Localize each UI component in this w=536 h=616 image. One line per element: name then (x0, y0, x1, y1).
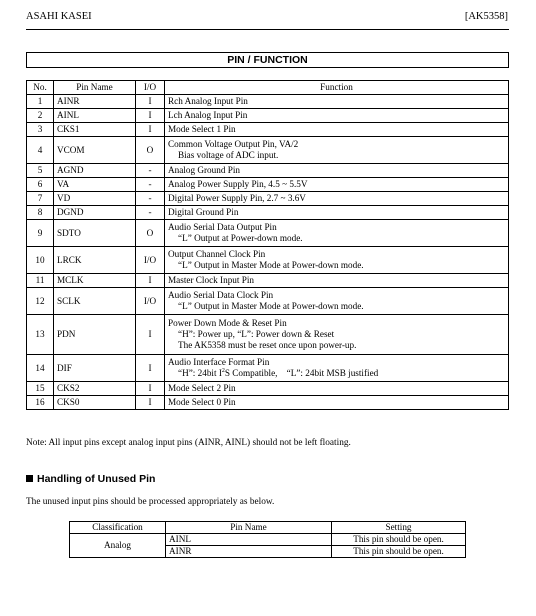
unused-pin-table (69, 521, 466, 558)
square-bullet-icon (26, 475, 33, 482)
pin-io: O (136, 220, 165, 247)
col-header-function: Function (165, 81, 509, 95)
table-row (27, 288, 509, 315)
table-row (70, 534, 466, 546)
pin-io: O (136, 137, 165, 164)
function-line: Output Channel Clock Pin (168, 249, 266, 259)
unused-pin-name: AINL (166, 534, 332, 546)
function-line: Audio Serial Data Output Pin (168, 222, 277, 232)
pin-function: Mode Select 0 Pin (165, 396, 509, 410)
unused-pin-heading (26, 473, 155, 485)
pin-name: LRCK (54, 247, 136, 274)
pin-io: I (136, 315, 165, 355)
pin-name: AGND (54, 164, 136, 178)
col-header-pin-name: Pin Name (54, 81, 136, 95)
unused-pin-heading-text: Handling of Unused Pin (37, 473, 156, 485)
pin-function: Analog Power Supply Pin, 4.5 ~ 5.5V (165, 178, 509, 192)
dif-line-superscript: 2 (221, 367, 225, 374)
function-line: The AK5358 must be reset once upon power-up. (178, 340, 357, 350)
function-line: Audio Interface Format Pin (168, 357, 270, 367)
pin-function (165, 247, 509, 274)
pin-name: VA (54, 178, 136, 192)
function-line (168, 368, 505, 379)
col-header-io: I/O (136, 81, 165, 95)
table-row (27, 164, 509, 178)
pin-io: I (136, 274, 165, 288)
pin-function: Master Clock Input Pin (165, 274, 509, 288)
table-row (27, 137, 509, 164)
pin-name: DGND (54, 206, 136, 220)
col-header-classification: Classification (70, 522, 166, 534)
table-row (27, 315, 509, 355)
pin-name: CKS1 (54, 123, 136, 137)
pin-function: Mode Select 2 Pin (165, 382, 509, 396)
pin-no: 1 (27, 95, 54, 109)
col-header-no: No. (27, 81, 54, 95)
pin-function (165, 315, 509, 355)
pin-function: Digital Ground Pin (165, 206, 509, 220)
pin-no: 4 (27, 137, 54, 164)
table-row (27, 274, 509, 288)
function-line: Audio Serial Data Clock Pin (168, 290, 274, 300)
pin-no: 8 (27, 206, 54, 220)
table-row (27, 109, 509, 123)
pin-no: 7 (27, 192, 54, 206)
pin-function: Digital Power Supply Pin, 2.7 ~ 3.6V (165, 192, 509, 206)
pin-function (165, 288, 509, 315)
pin-io: - (136, 178, 165, 192)
unused-pin-setting: This pin should be open. (332, 534, 466, 546)
function-line: “L” Output at Power-down mode. (178, 233, 303, 243)
pin-function: Lch Analog Input Pin (165, 109, 509, 123)
header-rule (26, 29, 509, 30)
table-row (27, 382, 509, 396)
col-header-pin-name: Pin Name (166, 522, 332, 534)
pin-no: 16 (27, 396, 54, 410)
unused-pin-paragraph: The unused input pins should be processed appropriately as below. (26, 497, 275, 507)
table-header-row (27, 81, 509, 95)
pin-name: VCOM (54, 137, 136, 164)
table-row (27, 192, 509, 206)
pin-no: 5 (27, 164, 54, 178)
table-row (27, 95, 509, 109)
function-line: “H”: Power up, “L”: Power down & Reset (178, 329, 335, 339)
pin-io: - (136, 192, 165, 206)
function-line: Power Down Mode & Reset Pin (168, 318, 287, 328)
pin-no: 11 (27, 274, 54, 288)
pin-no: 10 (27, 247, 54, 274)
floating-note: Note: All input pins except analog input pins (AINR, AINL) should not be left floating. (26, 438, 351, 448)
section-title: PIN / FUNCTION (26, 52, 509, 68)
pin-name: MCLK (54, 274, 136, 288)
pin-function: Analog Ground Pin (165, 164, 509, 178)
unused-pin-setting: This pin should be open. (332, 546, 466, 558)
pin-function-table (26, 80, 509, 410)
pin-no: 14 (27, 355, 54, 382)
pin-io: - (136, 164, 165, 178)
pin-name: CKS2 (54, 382, 136, 396)
table-row (27, 123, 509, 137)
table-row (27, 355, 509, 382)
pin-io: I (136, 109, 165, 123)
pin-io: I (136, 382, 165, 396)
pin-name: CKS0 (54, 396, 136, 410)
pin-io: I (136, 123, 165, 137)
pin-io: I (136, 95, 165, 109)
pin-name: AINL (54, 109, 136, 123)
pin-io: I (136, 355, 165, 382)
pin-io: - (136, 206, 165, 220)
function-line: “L” Output in Master Mode at Power-down mode. (178, 301, 364, 311)
table-row (27, 396, 509, 410)
table-row (27, 247, 509, 274)
function-line: Bias voltage of ADC input. (178, 150, 279, 160)
pin-io: I (136, 396, 165, 410)
unused-pin-name: AINR (166, 546, 332, 558)
pin-function (165, 137, 509, 164)
pin-name: SCLK (54, 288, 136, 315)
pin-no: 13 (27, 315, 54, 355)
pin-no: 6 (27, 178, 54, 192)
dif-line-part: “H”: 24bit I (178, 368, 222, 378)
col-header-setting: Setting (332, 522, 466, 534)
pin-io: I/O (136, 288, 165, 315)
pin-name: VD (54, 192, 136, 206)
pin-no: 12 (27, 288, 54, 315)
table-row (27, 220, 509, 247)
table-row (27, 178, 509, 192)
classification-cell: Analog (70, 534, 166, 558)
pin-no: 15 (27, 382, 54, 396)
pin-function: Mode Select 1 Pin (165, 123, 509, 137)
company-name: ASAHI KASEI (26, 11, 92, 22)
pin-name: AINR (54, 95, 136, 109)
pin-function (165, 220, 509, 247)
pin-name: DIF (54, 355, 136, 382)
dif-line-part: S Compatible, “L”: 24bit MSB justified (224, 368, 379, 378)
pin-no: 3 (27, 123, 54, 137)
unused-table-header-row (70, 522, 466, 534)
pin-name: SDTO (54, 220, 136, 247)
pin-io: I/O (136, 247, 165, 274)
table-row (27, 206, 509, 220)
pin-no: 9 (27, 220, 54, 247)
pin-function: Rch Analog Input Pin (165, 95, 509, 109)
pin-function (165, 355, 509, 382)
pin-name: PDN (54, 315, 136, 355)
part-number: [AK5358] (464, 11, 508, 22)
function-line: Common Voltage Output Pin, VA/2 (168, 139, 299, 149)
pin-no: 2 (27, 109, 54, 123)
function-line: “L” Output in Master Mode at Power-down mode. (178, 260, 364, 270)
